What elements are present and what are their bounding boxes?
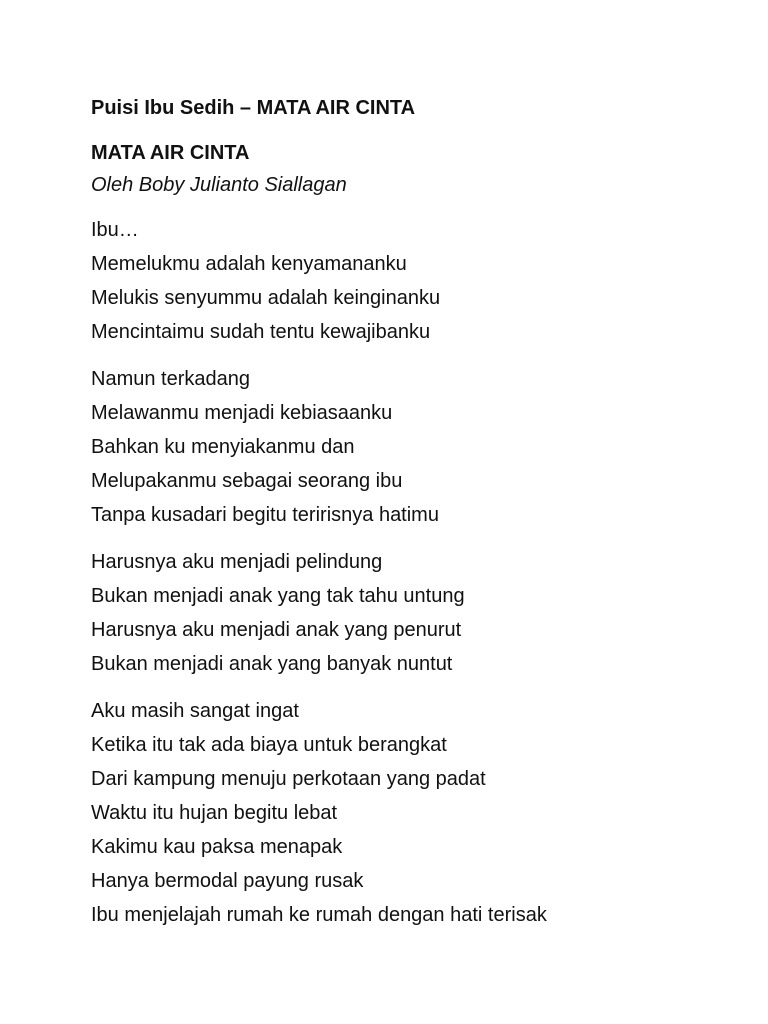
poem-line: Harusnya aku menjadi pelindung	[91, 551, 383, 573]
stanza-1	[91, 213, 731, 349]
poem-line: Melukis senyummu adalah keinginanku	[91, 287, 441, 309]
poem-line: Kakimu kau paksa menapak	[91, 836, 343, 858]
page-heading: Puisi Ibu Sedih – MATA AIR CINTA	[91, 97, 416, 119]
poem-line: Waktu itu hujan begitu lebat	[91, 802, 338, 824]
poem-line: Melupakanmu sebagai seorang ibu	[91, 470, 403, 492]
poem-line: Ibu…	[91, 219, 139, 241]
poem-line: Bukan menjadi anak yang tak tahu untung	[91, 585, 465, 607]
stanza-2	[91, 362, 731, 532]
poem-line: Mencintaimu sudah tentu kewajibanku	[91, 321, 431, 343]
stanza-4	[91, 694, 731, 932]
poem-line: Tanpa kusadari begitu teririsnya hatimu	[91, 504, 439, 526]
document-page	[91, 93, 731, 932]
poem-line: Aku masih sangat ingat	[91, 700, 299, 722]
poem-line: Ibu menjelajah rumah ke rumah dengan hati terisak	[91, 904, 547, 926]
author-line: Oleh Boby Julianto Siallagan	[91, 174, 347, 196]
poem-line: Ketika itu tak ada biaya untuk berangkat	[91, 734, 447, 756]
poem-line: Namun terkadang	[91, 368, 250, 390]
poem-line: Bahkan ku menyiakanmu dan	[91, 436, 355, 458]
poem-line: Melawanmu menjadi kebiasaanku	[91, 402, 393, 424]
poem-line: Dari kampung menuju perkotaan yang padat	[91, 768, 486, 790]
stanza-3	[91, 545, 731, 681]
poem-line: Memelukmu adalah kenyamananku	[91, 253, 407, 275]
poem-line: Harusnya aku menjadi anak yang penurut	[91, 619, 462, 641]
poem-line: Hanya bermodal payung rusak	[91, 870, 364, 892]
poem-title: MATA AIR CINTA	[91, 142, 250, 164]
poem-line: Bukan menjadi anak yang banyak nuntut	[91, 653, 453, 675]
